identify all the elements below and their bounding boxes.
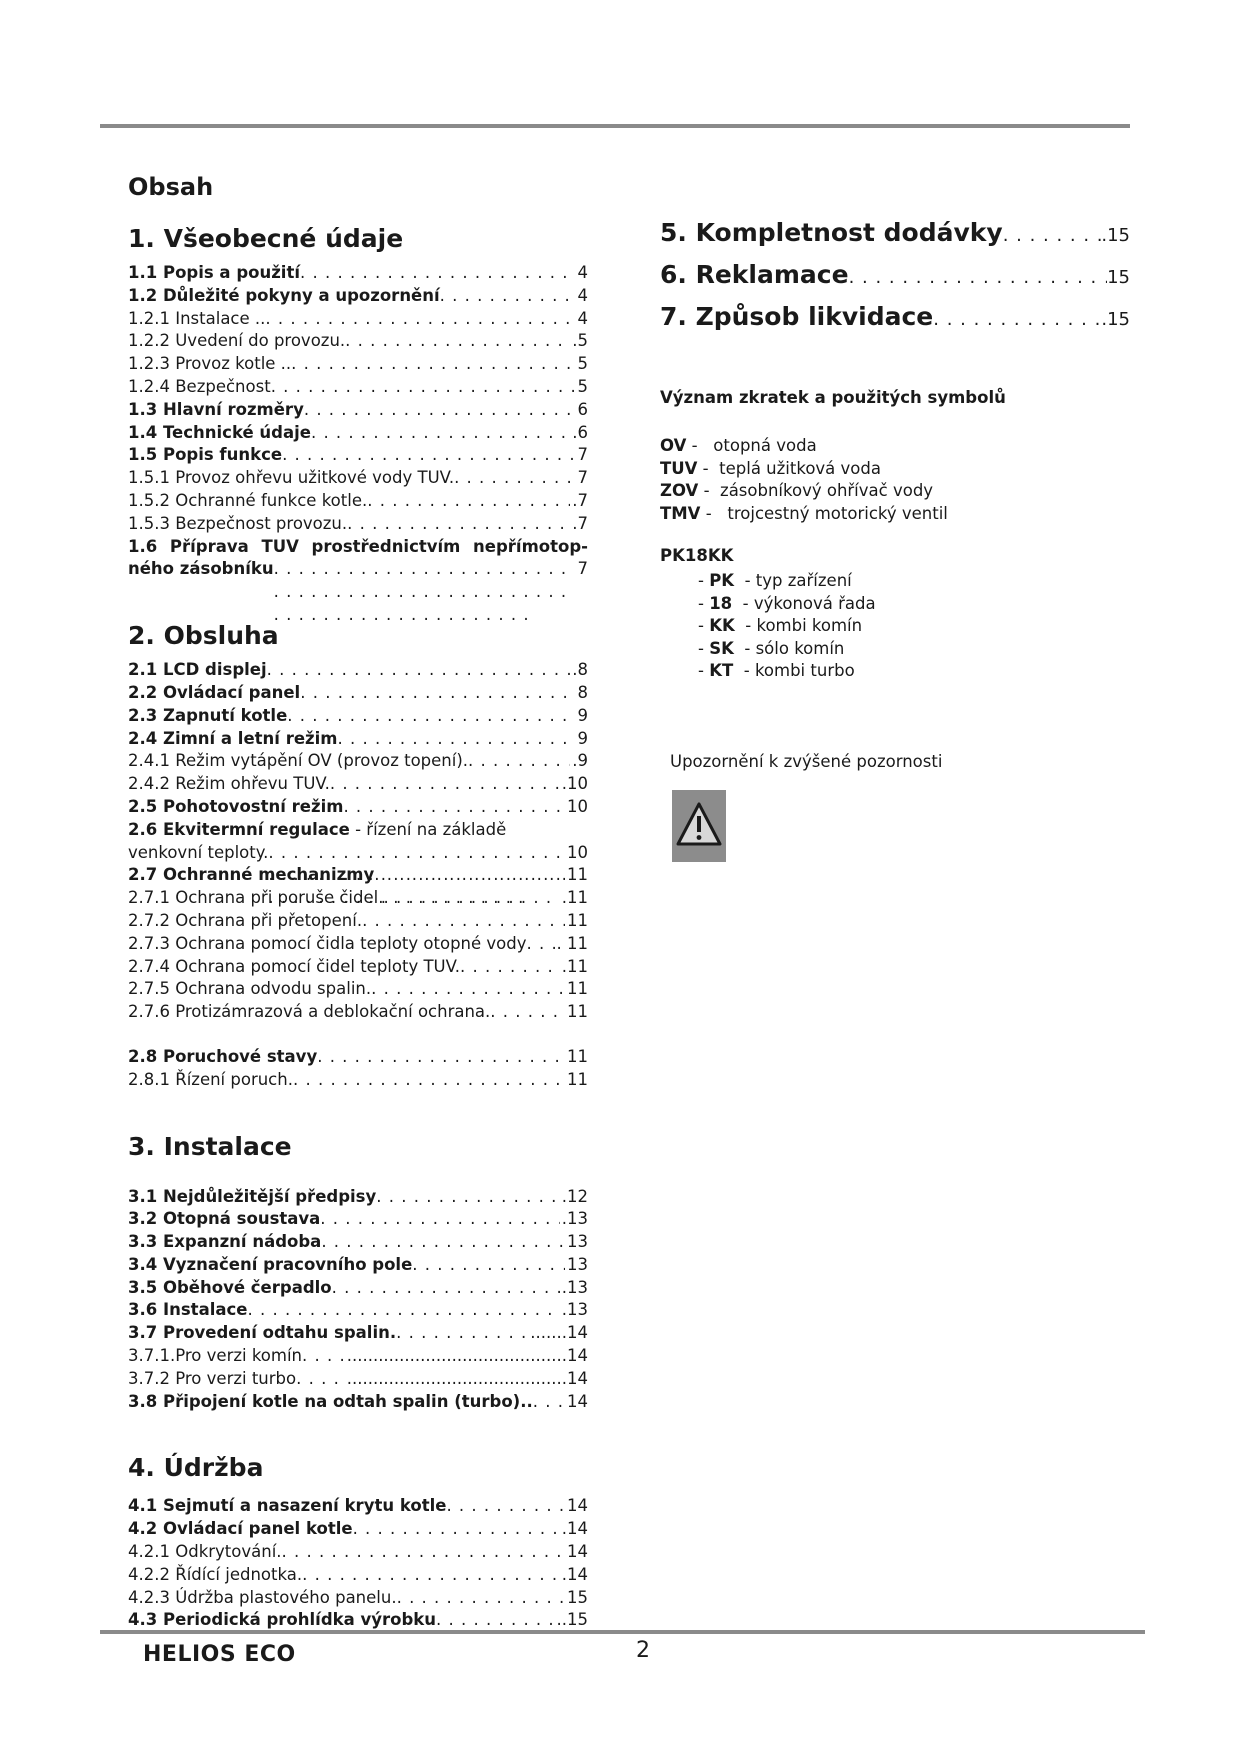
- toc-entry-label: 1.4 Technické údaje: [128, 422, 311, 442]
- toc-entry-page: 4: [577, 308, 588, 328]
- toc-entry-label: 2.4.1 Režim vytápění OV (provoz topení).: [128, 751, 469, 771]
- leader-dots: [271, 376, 576, 399]
- toc-entry-label: 6. Reklamace: [660, 260, 849, 289]
- toc-entry-label: 2.1 LCD displej: [128, 660, 267, 680]
- leader-dots: [282, 1541, 565, 1564]
- toc-entry-label: 3.7 Provedení odtahu spalin.: [128, 1323, 397, 1343]
- toc-entry-page: 11: [567, 1002, 588, 1022]
- toc-entry[interactable]: [128, 956, 588, 979]
- toc-entry-label: 5. Kompletnost dodávky: [660, 218, 1003, 247]
- abbreviation-row: [660, 435, 948, 458]
- toc-entry-label: 2.4.2 Režim ohřevu TUV.: [128, 774, 330, 794]
- model-code-row: - PK - typ zařízení: [698, 571, 852, 590]
- toc-entry-page: .13: [561, 1300, 588, 1320]
- leader-dots: [454, 467, 575, 490]
- bottom-rule: [100, 1630, 1145, 1634]
- leader-dots: [311, 422, 570, 445]
- toc-entry-page: 13: [567, 1254, 588, 1274]
- toc-entry[interactable]: [128, 1254, 588, 1277]
- model-code-text: výkonová řada: [753, 593, 876, 613]
- toc-entry-label: 2.7.1 Ochrana při poruše čidel.: [128, 888, 384, 908]
- toc-entry-page: 8: [577, 682, 588, 702]
- toc-section-entry[interactable]: [660, 212, 1130, 254]
- toc-entry-page: 11: [567, 979, 588, 999]
- toc-left-column: [128, 172, 588, 1632]
- toc-entry[interactable]: [128, 1368, 588, 1391]
- leader-dots: [293, 1069, 565, 1092]
- toc-entry[interactable]: [128, 353, 588, 376]
- toc-entry-label: 2.7.4 Ochrana pomocí čidel teploty TUV.: [128, 956, 461, 976]
- toc-entry-page: ..........................................14: [346, 1368, 588, 1388]
- abbreviation-row: [660, 480, 948, 503]
- toc-entry[interactable]: [128, 467, 588, 490]
- toc-entry-page: 11: [567, 910, 588, 930]
- toc-entry-page: 15: [1107, 267, 1130, 288]
- model-code-key: SK: [709, 638, 734, 658]
- toc-entry[interactable]: [128, 682, 588, 705]
- toc-entry-page: .11: [561, 888, 588, 908]
- toc-section-entry[interactable]: [660, 254, 1130, 296]
- toc-right-column: [660, 212, 1130, 338]
- toc-entry[interactable]: [128, 1518, 588, 1541]
- toc-entry-page: 7: [577, 445, 588, 465]
- leader-dots: [343, 796, 565, 819]
- abbreviation-text: zásobníkový ohřívač vody: [720, 481, 934, 500]
- abbreviation-key: OV: [660, 436, 687, 455]
- abbreviation-row: [660, 503, 948, 526]
- model-code-key: 18: [709, 593, 733, 613]
- toc-section-entry[interactable]: [660, 296, 1130, 338]
- leader-dots: [436, 1609, 554, 1632]
- toc-entry-page: ..15: [556, 1610, 588, 1630]
- toc-entry-page: 13: [567, 1232, 588, 1252]
- abbreviations-list: [660, 435, 948, 525]
- toc-entry-label: 4.3 Periodická prohlídka výrobku: [128, 1610, 437, 1630]
- leader-dots: [304, 399, 576, 422]
- model-code-title: PK18KK: [660, 546, 734, 565]
- toc-entry-label: 2.7.3 Ochrana pomocí čidla teploty otopné vody: [128, 933, 527, 953]
- toc-entry-label: 2.7.6 Protizámrazová a deblokační ochrana.: [128, 1002, 491, 1022]
- toc-entry[interactable]: [128, 1277, 588, 1300]
- model-code-key: PK: [709, 571, 735, 590]
- toc-entry-label: 2.8.1 Řízení poruch.: [128, 1069, 293, 1089]
- toc-entry-page: .15: [1101, 309, 1130, 330]
- page-number: 2: [636, 1638, 650, 1663]
- toc-entry[interactable]: [128, 978, 588, 1001]
- toc-entry-label: 1.2.4 Bezpečnost: [128, 376, 271, 396]
- toc-entry-page: 9: [577, 728, 588, 748]
- toc-entry[interactable]: [128, 773, 588, 796]
- model-code-text: kombi komín: [756, 616, 863, 636]
- toc-entry[interactable]: [128, 399, 588, 422]
- leader-dots: [353, 1518, 560, 1541]
- section-title: 1. Všeobecné údaje: [128, 224, 404, 253]
- section-title: 2. Obsluha: [128, 621, 279, 651]
- abbreviation-key: ZOV: [660, 481, 699, 500]
- toc-entry[interactable]: [128, 819, 588, 865]
- model-code-key: KT: [709, 661, 734, 681]
- toc-entry-label: 2.5 Pohotovostní režim: [128, 796, 344, 816]
- toc-entry-page: 5: [577, 376, 588, 396]
- toc-entry[interactable]: [128, 864, 588, 887]
- abbreviation-key: TMV: [660, 503, 701, 523]
- leader-dots: [287, 705, 575, 728]
- model-code-row: - SK - sólo komín: [698, 638, 845, 658]
- toc-entry-page: 10: [567, 796, 588, 816]
- leader-dots: [291, 353, 575, 376]
- toc-entry-page: .7: [572, 513, 588, 533]
- toc-entry-page: 14: [567, 1391, 588, 1411]
- abbreviation-row: [660, 458, 948, 481]
- leader-dots: [376, 1186, 560, 1209]
- leader-dots: [345, 330, 570, 353]
- toc-entry-page: .11: [561, 956, 588, 976]
- leader-dots: [320, 1208, 559, 1231]
- toc-entry-label: 3.2 Otopná soustava: [128, 1209, 321, 1229]
- top-rule: [100, 124, 1130, 128]
- toc-entry-label: 4.1 Sejmutí a nasazení krytu kotle: [128, 1496, 447, 1516]
- abbreviation-separator: -: [686, 436, 714, 455]
- toc-entry[interactable]: [128, 1069, 588, 1092]
- toc-entry-label: 3.3 Expanzní nádoba: [128, 1232, 322, 1252]
- toc-entry-page: .9: [572, 751, 588, 771]
- toc-entry[interactable]: [128, 1299, 588, 1322]
- model-code-key: KK: [709, 616, 735, 636]
- leader-dots: [300, 262, 575, 285]
- toc-entry-page: .15: [1101, 225, 1130, 246]
- leader-dots: [527, 933, 555, 956]
- abbreviation-key: TUV: [660, 458, 698, 478]
- toc-entry-label: 2.2 Ovládací panel: [128, 682, 301, 702]
- toc-entry[interactable]: [128, 376, 588, 399]
- leader-dots: [302, 1345, 345, 1368]
- toc-entry-label: 1.5.1 Provoz ohřevu užitkové vody TUV.: [128, 468, 455, 488]
- toc-entry-page: .10: [561, 774, 588, 794]
- toc-entry-label: venkovní teploty.: [128, 842, 269, 862]
- toc-entry-page: 11: [567, 865, 588, 885]
- toc-entry-page: 4: [577, 263, 588, 282]
- toc-entry-label: 2.7.5 Ochrana odvodu spalin.: [128, 979, 372, 999]
- toc-entry-label: 3.7.2 Pro verzi turbo: [128, 1368, 297, 1388]
- toc-entry[interactable]: [128, 1345, 588, 1368]
- toc-entry-label: 1.1 Popis a použití: [128, 263, 301, 282]
- toc-entry-page: .13: [561, 1277, 588, 1297]
- toc-entry-page: 14: [567, 1496, 588, 1516]
- toc-entry-page: . 11: [556, 933, 588, 953]
- toc-entry[interactable]: [128, 796, 588, 819]
- leader-dots: [374, 864, 565, 887]
- toc-entry[interactable]: [128, 887, 588, 910]
- toc-entry-page: .14: [561, 1564, 588, 1584]
- abbreviations-title: Význam zkratek a použitých symbolů: [660, 388, 1006, 407]
- toc-entry-page: 6: [577, 399, 588, 419]
- toc-entry-page: 15: [567, 1587, 588, 1607]
- toc-entry-page: .13: [561, 1209, 588, 1229]
- toc-entry[interactable]: [128, 1046, 588, 1069]
- toc-entry[interactable]: [128, 1186, 588, 1209]
- contents-title: Obsah: [128, 173, 214, 201]
- toc-entry[interactable]: [128, 285, 588, 308]
- toc-entry[interactable]: [128, 1495, 588, 1518]
- toc-entry-label: 4.2.1 Odkrytování.: [128, 1542, 282, 1562]
- toc-entry-label: 2.7.2 Ochrana při přetopení.: [128, 910, 363, 930]
- toc-entry[interactable]: [128, 1587, 588, 1610]
- toc-entry-label: 1.2 Důležité pokyny a upozornění: [128, 285, 440, 305]
- leader-dots: [460, 956, 560, 979]
- toc-entry-page: 7: [577, 468, 588, 488]
- leader-dots: [332, 1277, 560, 1300]
- toc-entry-label: 1.2.2 Uvedení do provozu.: [128, 331, 346, 351]
- toc-entry[interactable]: [128, 1564, 588, 1587]
- toc-entry-label-rest: - řízení na základě: [349, 819, 507, 839]
- toc-entry-label: 1.2.1 Instalace ..: [128, 308, 266, 328]
- toc-entry[interactable]: [128, 910, 588, 933]
- toc-entry[interactable]: [128, 1231, 588, 1254]
- toc-entry-label: 1.5.3 Bezpečnost provozu.: [128, 513, 348, 533]
- toc-entry-page: ..........................................14: [346, 1346, 588, 1366]
- toc-entry-label: 2.4 Zimní a letní režim: [128, 728, 338, 748]
- model-code-list: [698, 570, 876, 683]
- leader-dots: [296, 1368, 345, 1391]
- leader-dots: [362, 910, 565, 933]
- toc-entry[interactable]: [128, 422, 588, 445]
- toc-entry[interactable]: [128, 933, 588, 956]
- toc-entry-page: 9: [577, 705, 588, 725]
- leader-dots: [412, 1254, 565, 1277]
- toc-entry-page: .14: [561, 1519, 588, 1539]
- toc-entry-label: 3.4 Vyznačení pracovního pole: [128, 1254, 413, 1274]
- toc-entry[interactable]: [128, 444, 588, 467]
- abbreviation-separator: -: [698, 481, 721, 500]
- toc-entry-label: 2.3 Zapnutí kotle: [128, 705, 288, 725]
- toc-entry[interactable]: [128, 1001, 588, 1024]
- leader-dots: [247, 1299, 559, 1322]
- toc-entry-label: 4.2 Ovládací panel kotle: [128, 1519, 353, 1539]
- toc-entry-page: .......14: [530, 1323, 588, 1343]
- toc-entry-page: .7: [572, 490, 588, 510]
- toc-entry-label: 3.8 Připojení kotle na odtah spalin (turbo)..: [128, 1391, 533, 1411]
- toc-entry-label: 3.6 Instalace: [128, 1300, 248, 1320]
- toc-entry[interactable]: [128, 308, 588, 331]
- toc-entry[interactable]: [128, 1541, 588, 1564]
- model-code-text: sólo komín: [755, 638, 845, 658]
- toc-entry-label: 3.7.1.Pro verzi komín: [128, 1346, 303, 1366]
- toc-entry-label: 2.6 Ekvitermní regulace: [128, 819, 350, 839]
- toc-entry[interactable]: [128, 490, 588, 513]
- leader-dots: [282, 444, 575, 467]
- toc-entry[interactable]: [128, 513, 588, 536]
- toc-entry-label: 1.2.3 Provoz kotle ..: [128, 354, 292, 374]
- abbreviation-separator: -: [697, 458, 720, 478]
- toc-entry-label: 2.8 Poruchové stavy: [128, 1046, 318, 1066]
- toc-entry-page: .12: [561, 1186, 588, 1206]
- leader-dots: [274, 558, 576, 626]
- leader-dots: [347, 513, 570, 536]
- model-code-row: - KT - kombi turbo: [698, 661, 855, 681]
- toc-entry-page: 4: [577, 285, 588, 305]
- toc-entry[interactable]: [128, 330, 588, 353]
- toc-entry-label: 4.2.3 Údržba plastového panelu.: [128, 1587, 397, 1607]
- leader-dots: [446, 1495, 565, 1518]
- leader-dots: [933, 299, 1101, 341]
- abbreviation-text: otopná voda: [713, 436, 817, 455]
- toc-entry[interactable]: [128, 1208, 588, 1231]
- toc-entry[interactable]: [128, 262, 588, 285]
- model-code-text: kombi turbo: [754, 661, 855, 681]
- leader-dots: [397, 1587, 565, 1610]
- warning-caption: Upozornění k zvýšené pozornosti: [670, 752, 943, 771]
- toc-entry-label: ného zásobníku: [128, 559, 274, 579]
- model-code-row: - 18 - výkonová řada: [698, 593, 876, 613]
- leader-dots: [367, 490, 570, 513]
- leader-dots: [321, 1231, 565, 1254]
- leader-dots: [265, 308, 575, 331]
- toc-entry-label: 3.5 Oběhové čerpadlo: [128, 1277, 332, 1297]
- leader-dots: [337, 728, 575, 751]
- leader-dots: [468, 750, 570, 773]
- toc-entry[interactable]: [128, 750, 588, 773]
- toc-entry-label: 1.5.2 Ochranné funkce kotle.: [128, 490, 368, 510]
- toc-entry-page: .8: [572, 660, 588, 680]
- toc-entry[interactable]: [128, 1609, 588, 1632]
- toc-entry-label: 4.2.2 Řídící jednotka.: [128, 1564, 303, 1584]
- toc-entry-page: 11: [567, 1069, 588, 1089]
- toc-entry-page: 14: [567, 1542, 588, 1562]
- leader-dots: [1003, 215, 1102, 257]
- toc-entry-page: .6: [572, 422, 588, 442]
- leader-dots: [396, 1322, 528, 1345]
- abbreviation-separator: -: [700, 503, 728, 523]
- model-code-text: typ zařízení: [755, 571, 852, 590]
- section-title: 4. Údržba: [128, 1453, 264, 1483]
- toc-entry[interactable]: [128, 659, 588, 682]
- toc-entry-page: 11: [567, 1046, 588, 1066]
- toc-entry-label: 1.6 Příprava TUV prostřednictvím nepřímotop-: [128, 536, 588, 556]
- toc-entry-page: 7: [577, 559, 588, 579]
- leader-dots: [371, 978, 565, 1001]
- toc-entry[interactable]: [128, 536, 588, 582]
- toc-entry-label: 3.1 Nejdůležitější předpisy: [128, 1186, 377, 1206]
- toc-entry[interactable]: [128, 728, 588, 751]
- leader-dots: [300, 682, 575, 705]
- toc-entry-page: .5: [572, 331, 588, 351]
- model-code-row: - KK - kombi komín: [698, 616, 863, 636]
- abbreviation-text: trojcestný motorický ventil: [727, 503, 948, 523]
- toc-entry-label: 1.5 Popis funkce: [128, 445, 283, 465]
- section-title: 3. Instalace: [128, 1131, 292, 1161]
- toc-entry[interactable]: [128, 1322, 588, 1345]
- toc-entry[interactable]: [128, 705, 588, 728]
- toc-entry-page: 10: [567, 842, 588, 862]
- toc-entry-page: 5: [577, 354, 588, 374]
- leader-dots: [440, 285, 576, 308]
- leader-dots: [490, 1001, 565, 1024]
- leader-dots: [317, 1046, 565, 1069]
- warning-triangle-icon: [672, 790, 726, 862]
- leader-dots: [330, 773, 560, 796]
- leader-dots: [533, 1391, 565, 1414]
- leader-dots: [849, 257, 1108, 299]
- toc-entry-label: 2.7 Ochranné mechanizmy: [128, 865, 375, 885]
- leader-dots: [267, 659, 571, 682]
- footer-brand: HELIOS ECO: [143, 1642, 296, 1667]
- abbreviation-text: teplá užitková voda: [719, 458, 881, 478]
- leader-dots: [383, 887, 559, 910]
- toc-entry-label: 7. Způsob likvidace: [660, 302, 934, 331]
- leader-dots: [302, 1564, 560, 1587]
- toc-entry-label: 1.3 Hlavní rozměry: [128, 399, 304, 419]
- toc-entry[interactable]: [128, 1391, 588, 1414]
